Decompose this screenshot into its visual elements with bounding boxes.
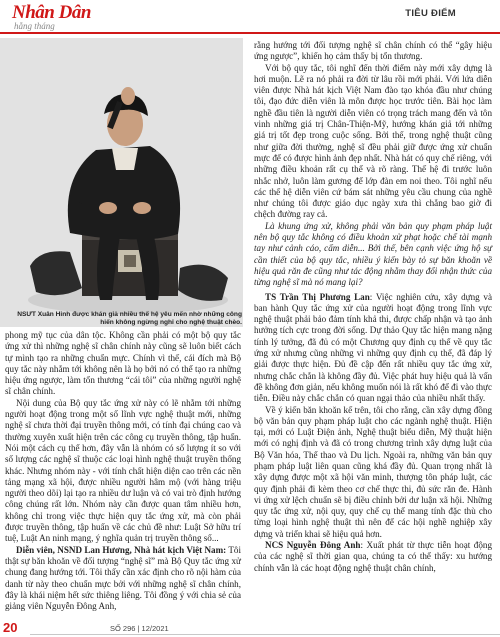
speaker-text: Tôi thật sự băn khoăn về đối tượng “nghệ sĩ” mà Bộ Quy tắc ứng xử chung đang hướng tới. Tôi thấy cần xác định cho rõ nội hàm của danh từ này theo chuẩn mực bởi với những nghệ sĩ chân chính, đây là khái niệm hết sức thiêng liêng. Tôi đồng ý với chia sẻ của giảng viên Nguyễn Đông Anh,: [5, 544, 241, 612]
right-text-column: [254, 40, 492, 574]
footer-rule: [30, 634, 500, 635]
photo-caption: NSƯT Xuân Hinh được khán giả nhiều thế hệ yêu mến nhờ những công hiến không ngừng nghỉ cho nghệ thuật chèo.: [17, 311, 242, 327]
left-text-column: [5, 330, 241, 612]
interview-question: Là khung ứng xử, không phải văn bản quy phạm pháp luật nên bộ quy tắc không có điều khoản xử phạt hoặc chế tài mạnh tay như cảnh cáo, cấm diễn... Bởi thế, bên cạnh việc ứng hộ sự cần thiết của bộ quy tắc, nhiều ý kiến bày tỏ sự băn khoăn về hiệu quả răn đe cũng như tác động nhằm thay đổi nhận thức của từng nghệ sĩ mà nó mang lại?: [254, 220, 492, 288]
article-paragraph: phong mỹ tục của dân tộc. Không cần phải có một bộ quy tắc ứng xử thì những nghệ sĩ chân chính này cũng sẽ luôn biết cách tự mình tạo ra những chuẩn mực. Chính vì thế, cái đích mà Bộ quy tắc này nhắm tới không nên là họ bởi nó có thể tạo ra những hiệu ứng ngược, làm tổn thương “cái tôi” của những người nghệ sĩ chân chính.: [5, 330, 241, 397]
section-label: TIÊU ĐIỂM: [405, 8, 456, 19]
speaker-paragraph: [254, 540, 492, 574]
header-rule: [0, 32, 500, 34]
performer-illustration: [0, 38, 243, 327]
page-header: [0, 0, 500, 34]
logo-text: Nhân Dân: [12, 2, 91, 23]
speaker-paragraph: [254, 292, 492, 405]
speaker-paragraph: [5, 545, 241, 613]
issue-info: SỐ 296 | 12/2021: [110, 624, 169, 633]
article-paragraph: Nội dung của Bộ quy tắc ứng xử này có lẽ nhằm tới những người hoạt động trong một số lĩnh vực nghệ thuật mới, những nghệ sĩ chưa thời đại truyền thông mới, có tính đại chúng cao và thường xuyên xuất hiện trên các công cụ truyền thông, tập huấn. Nói một cách cụ thể hơn, đây vẫn là nhóm có số lượng ít so với số lượng các nghệ sĩ thuộc các loại hình nghệ thuật truyền thống khác. Nhưng nhóm này - với tính chất hiện diện cao trên các nền tảng mạng xã hội, được nhiều người hâm mộ (với hàng triệu người theo dõi) lại tạo ra nhiều dư luận và có vai trò định hướng công chúng rất lớn. Nhóm này cần được quan tâm nhiều hơn, không chỉ trong việc thực hiện quy tắc ứng xử, mà còn phải được truyền thông, tập huấn về các chủ đề như: Luật Sở hữu trí tuệ, Luật An ninh mạng, ý nghĩa quản trị truyền thông số...: [5, 397, 241, 544]
publication-logo: [12, 2, 132, 32]
speaker-text: : Việc nghiên cứu, xây dựng và ban hành Quy tắc ứng xử của người hoạt động trong lĩnh vực nghệ thuật phải bảo đảm tính khả thi, được chấp nhận và tạo ảnh hưởng tích cực trong đời sống. Dự thảo Quy tắc hiện mang nặng tính lý tưởng, đã đủ có một Chương quy định cụ thể về quy tắc ứng xử nhưng cũng những vì những quy định cụ thể, đã đáp lý giải được thực hiện. Đủ đề cập đến rất nhiều quy tắc ứng xử, nhưng chắc chắn là không đầy đủ. Việc phát huy hiệu quả là vấn đề không đơn giản, nếu không muốn nói là rất khó để đi vào thực tiễn. Điều này chắc chắn có quan ngại thảo của nhiều nhất thấy.: [254, 291, 492, 404]
speaker-name: Diễn viên, NSND Lan Hương, Nhà hát kịch Việt Nam:: [16, 544, 227, 555]
page-number: 20: [3, 620, 18, 635]
article-paragraph: Về ý kiến băn khoăn kế trên, tôi cho rằng, cần xây dựng đồng bộ văn bản quy phạm pháp luật cho các ngành nghệ thuật. Hiện tại, mới có Luật Điện ảnh, Nghệ thuật biểu diễn, Mỹ thuật hiện mới có nghị định và đã có trong chương trình xây dựng luật của Bộ Văn hóa, Thể thao và Du lịch. Ngoài ra, những văn bản quy phạm pháp luật liên quan cũng khá đầy đủ. Quan trọng nhất là xây dựng được một xã hội văn minh, thượng tôn pháp luật, các quy định phải đi kèm theo cơ chế thực thi, đủ sức răn đe. Hành vi ứng xử lệch chuẩn sẽ bị điều chỉnh bởi dư luận xã hội. Những quy tắc ứng xử, nội quy, quy chế cụ thể mang tính đặc thù cho từng loại hình nghệ thuật thì nên để các hội nghề nghiệp xây dựng và triển khai sẽ hiệu quả hơn.: [254, 404, 492, 539]
speaker-name: NCS Nguyễn Đông Anh: [265, 540, 361, 551]
page-footer: [0, 622, 500, 637]
speaker-name: TS Trần Thị Phương Lan: [265, 291, 370, 302]
article-paragraph: Với bộ quy tắc, tôi nghĩ đến thời điểm này mới xây dựng là hơi muộn. Lẽ ra nó phải ra đời từ lâu rồi mới phải. Với lứa diễn viên được Nhà hát kịch Việt Nam đào tạo khóa đầu như chúng tôi, đạo đức diễn viên là môn được học trước tiên. Bài học làm nghề đầu tiên là người diễn viên có trọng trách mang đến và tôn vinh những giá trị Chân-Thiện-Mỹ, hướng khán giả tới những giá trị tốt đẹp trong cuộc sống. Bởi thế, trong nghệ thuật cũng như giữa đời thường, nghệ sĩ đều phải giữ được ứng xử chuẩn mực để có được hình ảnh đẹp nhất. Nhà hát có quy chế riêng, với những điều khoản rất cụ thể và rõ ràng. Thế hệ đi trước luôn nhắc nhở, luôn làm gương để lớp đàn em noi theo. Tôi nghĩ nếu các thế hệ diễn viên cứ bám sát những yêu cầu chung của nghề như chúng tôi được giáo dục ngày xưa thì chẳng bao giờ đi chệch đường ray cả.: [254, 62, 492, 220]
logo-subtitle: hằng tháng: [14, 21, 55, 31]
article-paragraph: rằng hướng tới đối tượng nghệ sĩ chân chính có thể “gây hiệu ứng ngược”, khiến họ cảm thấy bị tổn thương.: [254, 40, 492, 62]
speaker-text: : Xuất phát từ thực tiễn hoạt động của các nghệ sĩ thời gian qua, chúng ta có thể thấy: xu hướng chính vẫn là các hoạt động nghệ thuật chân chính,: [254, 540, 492, 573]
feature-photo: [0, 38, 243, 327]
